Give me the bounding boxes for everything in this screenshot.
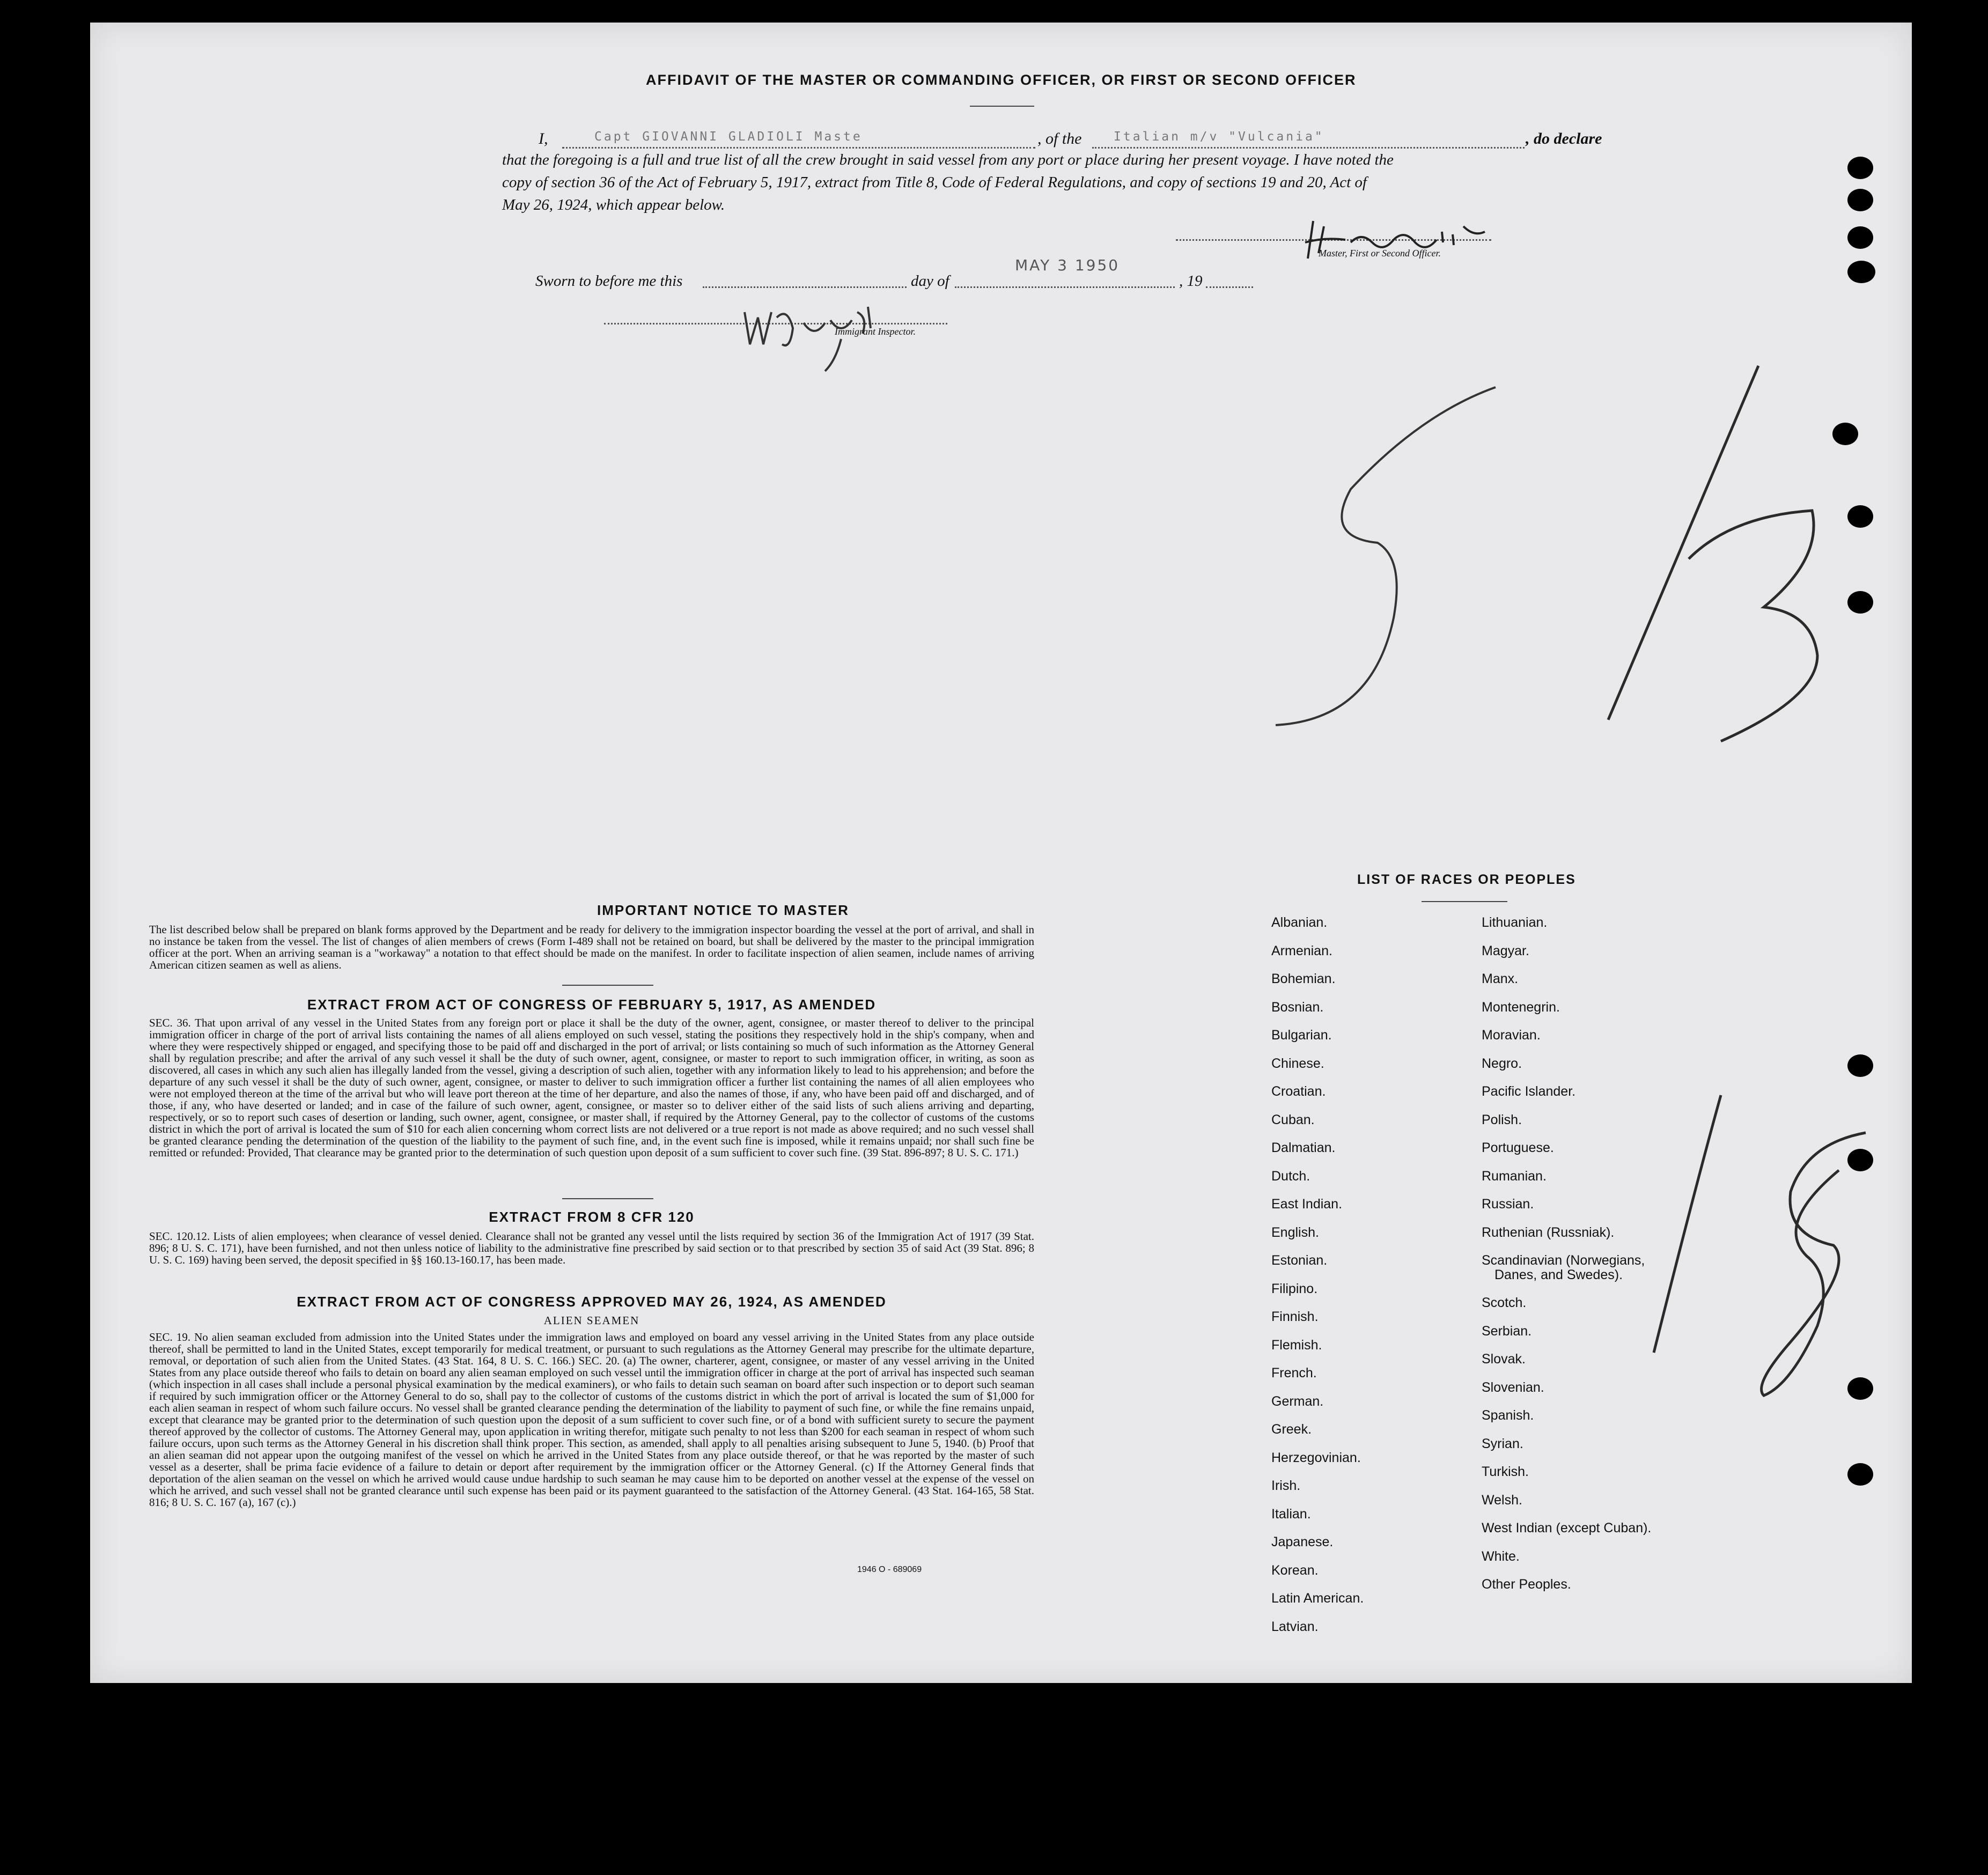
race-item: Spanish. [1482, 1408, 1534, 1423]
race-item: Armenian. [1271, 943, 1332, 958]
extract-cfr-title: EXTRACT FROM 8 CFR 120 [489, 1209, 695, 1225]
race-item: Rumanian. [1482, 1168, 1547, 1184]
race-item: Turkish. [1482, 1464, 1529, 1479]
race-item: Ruthenian (Russniak). [1482, 1224, 1615, 1240]
race-item: Herzegovinian. [1271, 1450, 1361, 1465]
race-item: Other Peoples. [1482, 1577, 1571, 1592]
do-declare-label: , do declare [1526, 130, 1602, 147]
race-item: English. [1271, 1224, 1319, 1240]
race-item: Bohemian. [1271, 971, 1336, 986]
binder-hole [1847, 189, 1873, 211]
master-signature-caption: Master, First or Second Officer. [1319, 248, 1441, 259]
affidavit-title: AFFIDAVIT OF THE MASTER OR COMMANDING OFFICER, OR FIRST OR SECOND OFFICER [646, 72, 1357, 88]
extract-1917-body: SEC. 36. That upon arrival of any vessel in the United States from any foreign port or place it shall be the duty of the owner, agent, consignee, or master thereof to deliver to the principal immigration officer in charge of the port of arrival lists containing the names of all aliens employed on such vessel, stating the positions they respectively hold in the ship's company, when and where they were respectively shipped or engaged, and specifying those to be paid off and discharged in the port of arrival; or lists containing so much of such information as the Attorney General shall by regulation prescribe; and after the arrival of any such vessel it shall be the duty of such owner, agent, consignee, or master to report to such immigration officer, in writing, as soon as discovered, all cases in which any such alien has illegally landed from the vessel, giving a description of such alien, together with any information likely to lead to his apprehension; and before the departure of any such vessel it shall be the duty of such owner, agent, consignee, or master to deliver to such immigration officer a further list containing the names of all alien employees who were not employed thereon at the time of the arrival but who will leave port thereon at the time of her departure, and also the names of those, if any, who have been paid off and discharged, and of those, if any, who have deserted or landed; and in case of the failure of such owner, agent, consignee, or master so to deliver either of the said lists of such aliens arriving and departing, respectively, or so to report such cases of desertion or landing, such owner, agent, consignee, or master shall, if required by the Attorney General, pay to the collector of customs of the customs district in which the port of arrival is located the sum of $10 for each alien concerning whom correct lists are not delivered or a true report is not made as above required; and no such vessel shall be granted clearance pending the determination of the question of the liability to the payment of such fine, and, in the event such fine is imposed, while it remains unpaid; nor shall such fine be remitted or refunded: Provided, That clearance may be granted prior to the determination of such question upon deposit of a sum sufficient to cover such fine. (39 Stat. 896-897; 8 U. S. C. 171.) [149, 1016, 1034, 1159]
handwritten-margin-number [1630, 1084, 1919, 1417]
race-item: Italian. [1271, 1506, 1311, 1522]
race-item: Montenegrin. [1482, 999, 1560, 1015]
races-title: LIST OF RACES OR PEOPLES [1357, 872, 1576, 887]
binder-hole [1847, 157, 1873, 179]
race-item: Bosnian. [1271, 999, 1324, 1015]
binder-hole [1847, 226, 1873, 249]
binder-hole [1847, 1149, 1873, 1171]
race-item: French. [1271, 1365, 1317, 1381]
race-item: Russian. [1482, 1197, 1534, 1212]
extract-1924-body: SEC. 19. No alien seaman excluded from admission into the United States under the immigration laws and employed on board any vessel arriving in the United States from any place outside thereof, shall be permitted to land in the United States, except temporarily for medical treatment, or pursuant to such regulations as the Attorney General may prescribe for the ultimate departure, removal, or deportation of such alien from the United States. (43 Stat. 164, 8 U. S. C. 166.) SEC. 20. (a) The owner, charterer, agent, consignee, or master of any vessel arriving in the United States from any place outside thereof who fails to detain on board any alien seaman employed on such vessel until the immigration officer in charge at the port of arrival has inspected such seaman (which inspection in all cases shall include a personal physical examination by the medical examiners), or who fails to detain such seaman on board after such inspection or to deport such seaman if required by such immigration officer or the Attorney General to do so, shall pay to the collector of customs of the customs district in which the port of arrival is located the sum of $1,000 for each alien seaman in respect of whom such failure occurs. No vessel shall be granted clearance pending the determination of the liability to payment of such fine, or while the fine remains unpaid, except that clearance may be granted prior to the determination of such question upon the deposit of a sum sufficient to cover such fine, or of a bond with sufficient surety to secure the payment thereof approved by the collector of customs. The Attorney General may, upon application in writing therefor, mitigate such penalty to not less than $200 for each seaman in respect of whom such failure occurs, upon such terms as the Attorney General in his discretion shall think proper. This section, as amended, shall apply to all penalties arising subsequent to June 5, 1940. (b) Proof that an alien seaman did not appear upon the outgoing manifest of the vessel on which he arrived in the United States from any place outside thereof, or that he was reported by the master of such vessel as a deserter, shall be prima facie evidence of a failure to detain or deport after requirement by the immigration officer or the Attorney General. (c) If the Attorney General finds that deportation of the alien seaman on the vessel on which he arrived would cause undue hardship to such seaman he may cause him to be deported on another vessel at the expense of the vessel on which he arrived, and such vessel shall not be granted clearance until such expense has been paid or its payment guaranteed to the satisfaction of the Attorney General. (43 Stat. 164-165, 58 Stat. 816; 8 U. S. C. 167 (a), 167 (c).) [149, 1331, 1034, 1509]
race-item: Syrian. [1482, 1436, 1523, 1451]
races-divider [1422, 901, 1507, 902]
divider-1 [562, 985, 653, 986]
race-item: Lithuanian. [1482, 915, 1548, 930]
race-item: Serbian. [1482, 1323, 1532, 1339]
race-item: Portuguese. [1482, 1140, 1554, 1155]
race-item: Dutch. [1271, 1168, 1310, 1184]
binder-hole [1847, 505, 1873, 528]
extract-1924-subtitle: ALIEN SEAMEN [543, 1314, 640, 1327]
race-item: Albanian. [1271, 915, 1328, 930]
print-code: 1946 O - 689069 [857, 1565, 922, 1574]
affidavit-line-3: copy of section 36 of the Act of February 5, 1917, extract from Title 8, Code of Federal Regulations, and copy of sections 19 and 20, Act of [502, 174, 1367, 191]
of-the-label: , of the [1037, 130, 1082, 147]
race-item: Manx. [1482, 971, 1519, 986]
extract-cfr-body: SEC. 120.12. Lists of alien employees; when clearance of vessel denied. Clearance shall not be granted any vessel until the lists required by section 36 of the Immigration Act of 1917 (39 Stat. 896; 8 U. S. C. 171), have been furnished, and not then unless notice of liability to the administrative fine prescribed by said section or to that prescribed by section 35 of said Act (39 Stat. 896; 8 U. S. C. 169) having been served, the deposit specified in §§ 160.13-160.17, has been made. [149, 1230, 1034, 1266]
race-item: Slovak. [1482, 1352, 1526, 1367]
master-signature [1302, 210, 1496, 269]
binder-hole [1832, 423, 1858, 445]
title-divider [970, 106, 1034, 107]
race-item: Welsh. [1482, 1492, 1522, 1508]
vessel-name: Italian m/v "Vulcania" [1114, 130, 1324, 144]
sworn-year-line [1206, 285, 1253, 288]
race-item: Japanese. [1271, 1534, 1334, 1549]
sworn-label: Sworn to before me this [535, 272, 683, 290]
day-of-label: day of [911, 272, 949, 290]
race-item: Croatian. [1271, 1084, 1326, 1099]
vessel-line [1092, 132, 1525, 149]
races-column-1 [1271, 909, 1464, 1641]
date-stamp: MAY 3 1950 [1015, 256, 1120, 274]
affidavit-line-2: that the foregoing is a full and true list of all the crew brought in said vessel from any port or place during her present voyage. I have noted the [502, 151, 1394, 168]
race-item: Irish. [1271, 1478, 1301, 1493]
extract-1924-title: EXTRACT FROM ACT OF CONGRESS APPROVED MAY 26, 1924, AS AMENDED [297, 1294, 887, 1310]
binder-hole [1847, 261, 1875, 283]
race-item: West Indian (except Cuban). [1482, 1520, 1652, 1536]
race-item: Cuban. [1271, 1112, 1315, 1127]
sworn-month-line [955, 285, 1175, 288]
race-item: Slovenian. [1482, 1379, 1544, 1395]
binder-hole [1847, 1463, 1873, 1486]
race-item: Finnish. [1271, 1309, 1319, 1324]
divider-2 [562, 1198, 653, 1199]
notice-title: IMPORTANT NOTICE TO MASTER [597, 902, 849, 918]
race-item: Polish. [1482, 1112, 1522, 1127]
notice-body: The list described below shall be prepared on blank forms approved by the Department and be ready for delivery to the immigration inspector boarding the vessel at the port of arrival, and shall in no instance be taken from the vessel. The list of changes of alien members of crews (Form I-489 shall not be retained on board, but shall be delivered by the master to the principal immigration officer at the port. When an arriving seaman is a "workaway" a notation to that effect should be made on the manifest. In order to facilitate inspection of alien seamen, include names of arriving American citizen seamen as well as aliens. [149, 923, 1034, 971]
race-item: Korean. [1271, 1562, 1319, 1578]
race-item: Flemish. [1271, 1337, 1322, 1353]
binder-hole [1847, 591, 1873, 614]
affidavit-line-4: May 26, 1924, which appear below. [502, 196, 725, 213]
inspector-caption: Immigrant Inspector. [835, 326, 916, 337]
race-item: Dalmatian. [1271, 1140, 1336, 1155]
handwritten-page-number [1217, 334, 1887, 763]
binder-hole [1847, 1377, 1873, 1400]
race-item: German. [1271, 1393, 1324, 1409]
race-item: Scandinavian (Norwegians, [1482, 1253, 1645, 1268]
year-label: , 19 [1179, 272, 1203, 290]
master-name: Capt GIOVANNI GLADIOLI Maste [594, 130, 863, 144]
race-item: Bulgarian. [1271, 1028, 1332, 1043]
race-item: Scotch. [1482, 1295, 1527, 1310]
master-name-line [562, 132, 1035, 149]
race-item: Latvian. [1271, 1619, 1319, 1634]
race-item: Danes, and Swedes). [1494, 1267, 1623, 1282]
race-item: Chinese. [1271, 1055, 1324, 1071]
race-item: Pacific Islander. [1482, 1084, 1576, 1099]
race-item: East Indian. [1271, 1197, 1343, 1212]
race-item: Magyar. [1482, 943, 1529, 958]
race-item: Latin American. [1271, 1591, 1364, 1606]
race-item: Estonian. [1271, 1253, 1328, 1268]
race-item: Greek. [1271, 1422, 1312, 1437]
race-item: White. [1482, 1548, 1520, 1564]
sworn-day-line [703, 285, 907, 288]
race-item: Negro. [1482, 1055, 1522, 1071]
extract-1917-title: EXTRACT FROM ACT OF CONGRESS OF FEBRUARY 5, 1917, AS AMENDED [307, 996, 877, 1013]
document-page [90, 23, 1912, 1683]
binder-hole [1847, 1054, 1873, 1077]
race-item: Moravian. [1482, 1028, 1541, 1043]
race-item: Filipino. [1271, 1281, 1318, 1296]
affidavit-i-label: I, [539, 130, 548, 147]
